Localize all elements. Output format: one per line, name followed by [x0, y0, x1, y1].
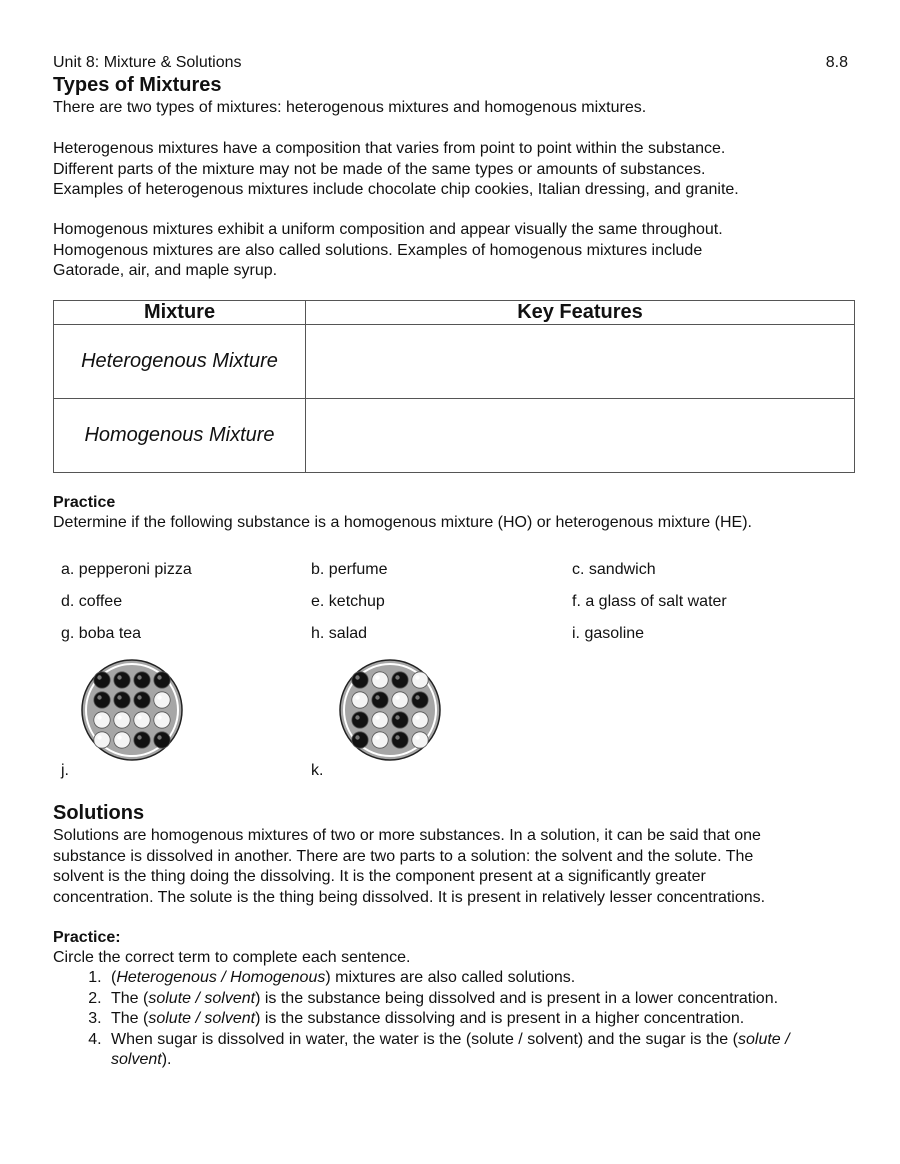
paragraph-line: solvent is the thing doing the dissolving. It is the component present at a significantly greater — [53, 868, 706, 885]
black-particle — [412, 692, 428, 708]
paragraph-line: concentration. The solute is the thing being dissolved. It is present in relatively lesser concentrations. — [53, 888, 766, 906]
particle-highlight — [97, 675, 101, 679]
answer-choice[interactable]: solute / solvent — [148, 989, 256, 1007]
particle-highlight — [415, 675, 419, 679]
white-particle — [392, 692, 408, 708]
white-particle — [114, 732, 130, 748]
white-particle — [412, 732, 428, 748]
row-label-heterogenous: Heterogenous Mixture — [54, 325, 306, 399]
black-particle — [94, 692, 110, 708]
particle-highlight — [355, 695, 359, 699]
particle-diagram-k — [338, 658, 442, 762]
sentence-text: ). — [161, 1051, 172, 1068]
diagram-label-j: j. — [61, 762, 69, 779]
black-particle — [134, 672, 150, 688]
paragraph-line: Gatorade, air, and maple syrup. — [53, 262, 278, 279]
table-row — [54, 399, 855, 473]
column-header-key-features: Key Features — [306, 301, 855, 325]
paragraph-line: Homogenous mixtures exhibit a uniform composition and appear visually the same throughout. — [53, 221, 723, 238]
particle-highlight — [395, 715, 399, 719]
black-particle — [134, 692, 150, 708]
list-item — [106, 1030, 851, 1071]
list-item: f. a glass of salt water — [572, 593, 727, 610]
sentence-text: ) is the substance being dissolved and is present in a lower concentration. — [255, 989, 779, 1007]
white-particle — [94, 732, 110, 748]
particle-highlight — [355, 735, 359, 739]
black-particle — [154, 672, 170, 688]
header-line — [53, 54, 848, 72]
particle-highlight — [395, 695, 399, 699]
black-particle — [352, 672, 368, 688]
sentence-text: ( — [111, 969, 117, 986]
particle-highlight — [355, 715, 359, 719]
particle-highlight — [415, 715, 419, 719]
practice-heading: Practice — [53, 494, 116, 511]
particle-highlight — [137, 715, 141, 719]
unit-title: Unit 8: Mixture & Solutions — [53, 54, 242, 71]
list-item: g. boba tea — [61, 625, 142, 642]
particle-highlight — [375, 695, 379, 699]
white-particle — [154, 692, 170, 708]
list-item: h. salad — [311, 625, 368, 642]
paragraph-line: Solutions are homogenous mixtures of two or more substances. In a solution, it can be said that one — [53, 827, 761, 844]
white-particle — [372, 712, 388, 728]
answer-choice[interactable]: solute / solvent — [111, 1030, 790, 1068]
key-features-cell[interactable] — [306, 325, 855, 399]
answer-choice[interactable]: solute / solvent — [148, 1010, 256, 1027]
particle-highlight — [137, 695, 141, 699]
black-particle — [114, 692, 130, 708]
intro-text: There are two types of mixtures: heterogenous mixtures and homogenous mixtures. — [53, 99, 647, 116]
sentence-list — [53, 968, 853, 1071]
column-header-mixture: Mixture — [54, 301, 306, 325]
paragraph-line: Homogenous mixtures are also called solutions. Examples of homogenous mixtures include — [53, 241, 703, 259]
sentence-text: ) is the substance dissolving and is present in a higher concentration. — [255, 1010, 745, 1027]
white-particle — [134, 712, 150, 728]
particle-highlight — [355, 675, 359, 679]
particle-highlight — [395, 675, 399, 679]
list-item: b. perfume — [311, 561, 388, 578]
page-number: 8.8 — [825, 54, 848, 71]
list-item — [106, 1009, 853, 1030]
particle-highlight — [97, 735, 101, 739]
particle-highlight — [117, 695, 121, 699]
practice-2-heading: Practice: — [53, 929, 121, 946]
particle-highlight — [117, 735, 121, 739]
particle-highlight — [157, 695, 161, 699]
white-particle — [412, 672, 428, 688]
particle-highlight — [415, 695, 419, 699]
heterogenous-paragraph — [53, 139, 853, 201]
black-particle — [134, 732, 150, 748]
list-item — [106, 968, 853, 989]
particle-highlight — [117, 675, 121, 679]
black-particle — [352, 712, 368, 728]
paragraph-line: substance is dissolved in another. There are two parts to a solution: the solvent and the solute. The — [53, 847, 754, 865]
particle-highlight — [117, 715, 121, 719]
list-item: d. coffee — [61, 593, 123, 610]
sentence-text: ) mixtures are also called solutions. — [325, 969, 576, 986]
white-particle — [114, 712, 130, 728]
white-particle — [412, 712, 428, 728]
particle-highlight — [415, 735, 419, 739]
mixture-table — [53, 300, 855, 473]
black-particle — [94, 672, 110, 688]
black-particle — [154, 732, 170, 748]
list-item: i. gasoline — [572, 625, 645, 642]
row-label-homogenous: Homogenous Mixture — [54, 399, 306, 473]
list-item — [106, 989, 853, 1010]
homogenous-paragraph — [53, 220, 853, 282]
particle-highlight — [375, 735, 379, 739]
table-row — [54, 325, 855, 399]
key-features-cell[interactable] — [306, 399, 855, 473]
particle-highlight — [97, 715, 101, 719]
solutions-paragraph — [53, 826, 873, 908]
black-particle — [352, 732, 368, 748]
sentence-text: The ( — [111, 989, 149, 1007]
particle-highlight — [157, 675, 161, 679]
white-particle — [94, 712, 110, 728]
white-particle — [154, 712, 170, 728]
black-particle — [392, 712, 408, 728]
black-particle — [392, 732, 408, 748]
table-header-row — [54, 301, 855, 325]
page-title: Types of Mixtures — [53, 74, 222, 96]
paragraph-line: Examples of heterogenous mixtures include chocolate chip cookies, Italian dressing, and granite. — [53, 181, 739, 198]
particle-highlight — [375, 675, 379, 679]
particle-highlight — [137, 675, 141, 679]
list-item: e. ketchup — [311, 593, 385, 610]
particle-diagram-j — [80, 658, 184, 762]
white-particle — [352, 692, 368, 708]
particle-highlight — [375, 715, 379, 719]
particle-highlight — [395, 735, 399, 739]
paragraph-line: Heterogenous mixtures have a composition that varies from point to point within the substance. — [53, 140, 726, 157]
particle-highlight — [97, 695, 101, 699]
black-particle — [114, 672, 130, 688]
particle-highlight — [157, 735, 161, 739]
black-particle — [372, 692, 388, 708]
paragraph-line: Different parts of the mixture may not be made of the same types or amounts of substances. — [53, 160, 706, 178]
answer-choice[interactable]: Heterogenous / Homogenous — [116, 969, 326, 986]
practice-instructions: Determine if the following substance is a homogenous mixture (HO) or heterogenous mixture (HE). — [53, 514, 752, 531]
sentence-text: The ( — [111, 1010, 149, 1027]
sentence-text: When sugar is dissolved in water, the water is the (solute / solvent) and the sugar is the ( — [111, 1030, 738, 1048]
particle-highlight — [137, 735, 141, 739]
white-particle — [372, 672, 388, 688]
list-item: c. sandwich — [572, 561, 656, 578]
diagram-label-k: k. — [311, 762, 324, 779]
black-particle — [392, 672, 408, 688]
particle-highlight — [157, 715, 161, 719]
practice-2-instructions: Circle the correct term to complete each sentence. — [53, 949, 411, 966]
list-item: a. pepperoni pizza — [61, 561, 192, 578]
solutions-heading: Solutions — [53, 802, 145, 824]
white-particle — [372, 732, 388, 748]
